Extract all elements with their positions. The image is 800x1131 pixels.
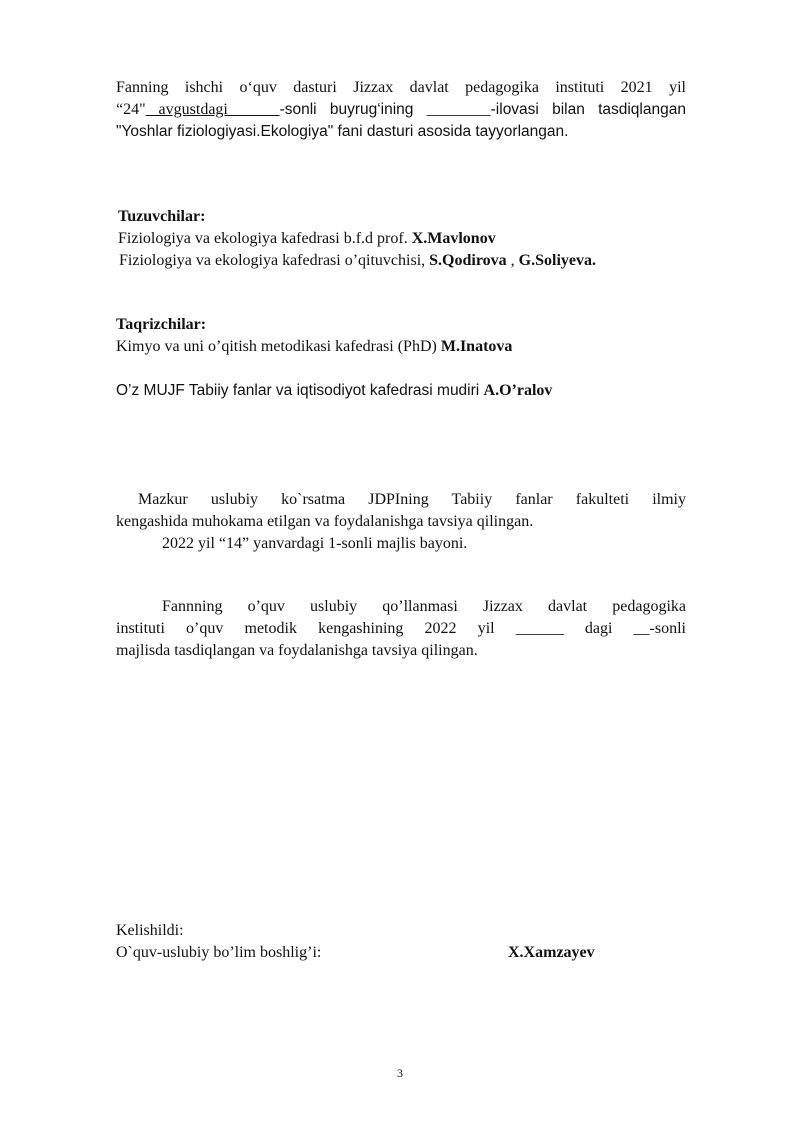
compiler-2-name: S.Qodirova xyxy=(429,252,507,269)
faculty-line-1: Mazkur uslubiy ko`rsatma JDPIning Tabiiy fanlar fakulteti ilmiy xyxy=(138,491,686,508)
intro-blank: ________ xyxy=(426,101,491,118)
approval-section xyxy=(116,920,686,964)
reviewer-1: Kimyo va uni o’qitish metodikasi kafedrasi (PhD) M.Inatova xyxy=(116,338,513,355)
intro-line-2 xyxy=(116,99,686,121)
methodical-line-2: instituti o’quv metodik kengashining 2022 yil ______ dagi __-sonli xyxy=(116,620,686,637)
page-number: 3 xyxy=(397,1066,403,1080)
intro-order: -sonli buyrug‘ining xyxy=(279,101,427,118)
intro-paragraph xyxy=(116,77,686,143)
compiler-1: Fiziologiya va ekologiya kafedrasi b.f.d prof. X.Mavlonov xyxy=(118,230,496,247)
reviewers-section xyxy=(116,314,686,358)
intro-line-1: Fanning ishchi o‘quv dasturi Jizzax davlat pedagogika instituti 2021 yil xyxy=(116,79,686,96)
faculty-line-3: 2022 yil “14” yanvardagi 1-sonli majlis bayoni. xyxy=(162,535,468,552)
reviewers-heading: Taqrizchilar: xyxy=(116,316,207,333)
intro-date: “24" xyxy=(116,101,146,118)
compilers-section xyxy=(118,206,688,272)
reviewer-2-name: A.O’ralov xyxy=(483,382,553,399)
compilers-heading: Tuzuvchilar: xyxy=(118,208,206,225)
intro-line-3: "Yoshlar fiziologiyasi.Ekologiya" fani dasturi asosida tayyorlangan. xyxy=(116,123,569,140)
methodical-line-1: Fannning o’quv uslubiy qo’llanmasi Jizzax davlat pedagogika xyxy=(162,598,686,615)
intro-month: avgustdagi xyxy=(145,101,280,118)
reviewer-1-name: M.Inatova xyxy=(440,338,513,355)
compiler-2: Fiziologiya va ekologiya kafedrasi o’qituvchisi, S.Qodirova , G.Soliyeva. xyxy=(119,252,596,269)
intro-appendix: -ilovasi bilan tasdiqlangan xyxy=(490,101,686,118)
faculty-paragraph xyxy=(116,489,686,555)
approval-label: Kelishildi: xyxy=(116,922,184,939)
compiler-3-name: G.Soliyeva. xyxy=(518,252,596,269)
approval-role: O`quv-uslubiy bo’lim boshlig’i: xyxy=(116,944,322,961)
compiler-1-name: X.Mavlonov xyxy=(411,230,496,247)
methodical-line-3: majlisda tasdiqlangan va foydalanishga tavsiya qilingan. xyxy=(116,642,478,659)
approval-row xyxy=(116,942,686,964)
methodical-paragraph xyxy=(116,596,686,662)
approval-name: X.Xamzayev xyxy=(508,944,595,961)
faculty-line-2: kengashida muhokama etilgan va foydalanishga tavsiya qilingan. xyxy=(116,513,534,530)
reviewer-2: O’z MUJF Tabiiy fanlar va iqtisodiyot kafedrasi mudiri A.O’ralov xyxy=(116,382,553,399)
